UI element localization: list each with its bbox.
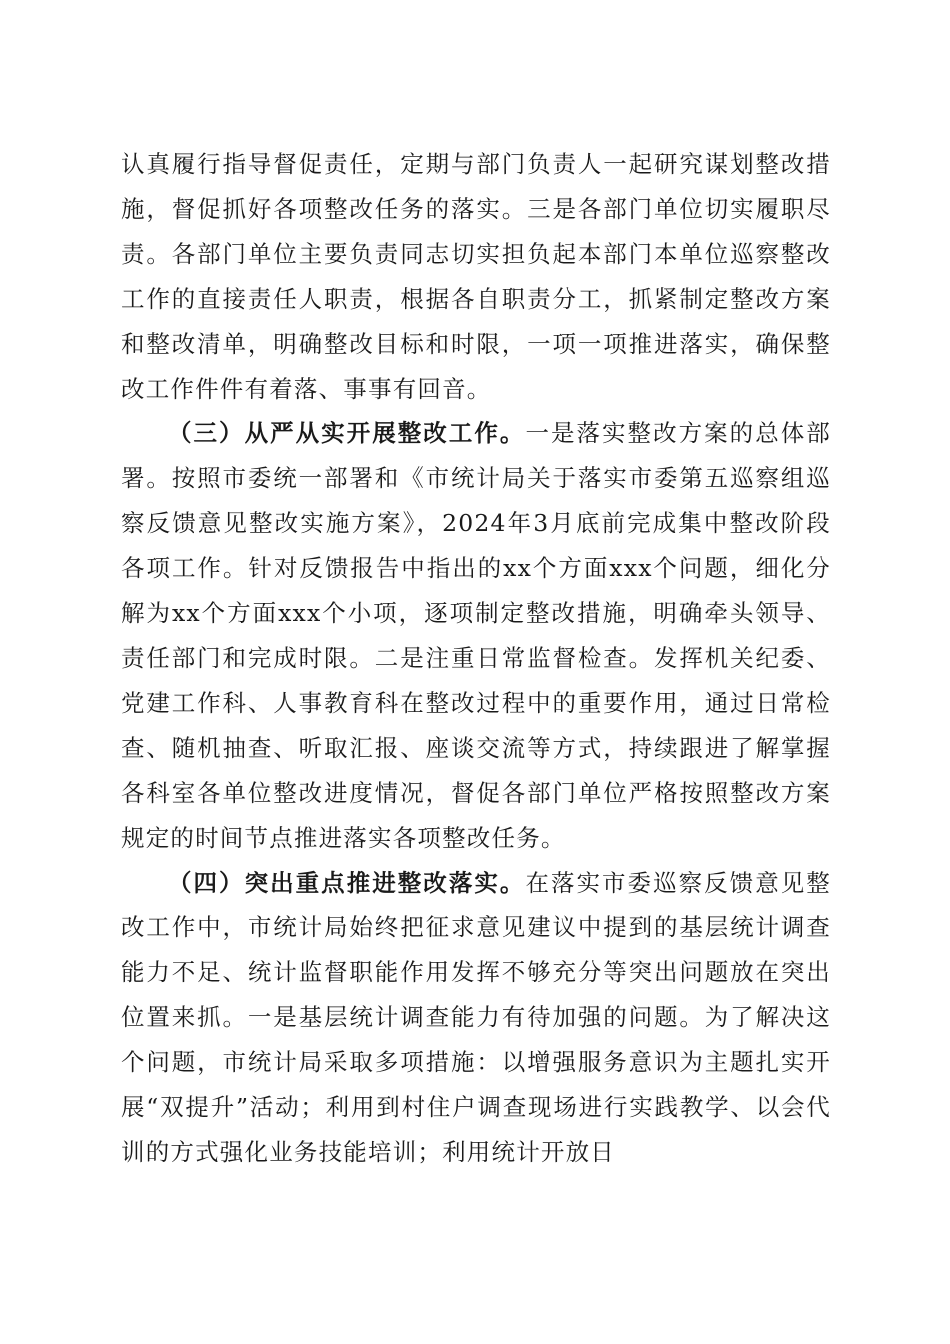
document-body: [121, 142, 831, 1175]
section-heading: （三）从严从实开展整改工作。: [168, 419, 526, 448]
paragraph-continuation: [121, 142, 831, 411]
paragraph-text: 在落实市委巡察反馈意见整改工作中，市统计局始终把征求意见建议中提到的基层统计调查能力不足、统计监督职能作用发挥不够充分等突出问题放在突出位置来抓。一是基层统计调查能力有待加强的问题。为了解决这个问题，市统计局采取多项措施：以增强服务意识为主题扎实开展“双提升”活动；利用到村住户调查现场进行实践教学、以会代训的方式强化业务技能培训；利用统计开放日: [121, 868, 831, 1166]
section-heading: （四）突出重点推进整改落实。: [168, 868, 526, 897]
paragraph-section-four: [121, 861, 831, 1175]
paragraph-text: 认真履行指导督促责任，定期与部门负责人一起研究谋划整改措施，督促抓好各项整改任务的落实。三是各部门单位切实履职尽责。各部门单位主要负责同志切实担负起本部门本单位巡察整改工作的直接责任人职责，根据各自职责分工，抓紧制定整改方案和整改清单，明确整改目标和时限，一项一项推进落实，确保整改工作件件有着落、事事有回音。: [121, 150, 831, 403]
paragraph-section-three: [121, 411, 831, 860]
paragraph-text: 一是落实整改方案的总体部署。按照市委统一部署和《市统计局关于落实市委第五巡察组巡察反馈意见整改实施方案》，2024年3月底前完成集中整改阶段各项工作。针对反馈报告中指出的xx个方面xxx个问题，细化分解为xx个方面xxx个小项，逐项制定整改措施，明确牵头领导、责任部门和完成时限。二是注重日常监督检查。发挥机关纪委、党建工作科、人事教育科在整改过程中的重要作用，通过日常检查、随机抽查、听取汇报、座谈交流等方式，持续跟进了解掌握各科室各单位整改进度情况，督促各部门单位严格按照整改方案规定的时间节点推进落实各项整改任务。: [121, 419, 831, 852]
